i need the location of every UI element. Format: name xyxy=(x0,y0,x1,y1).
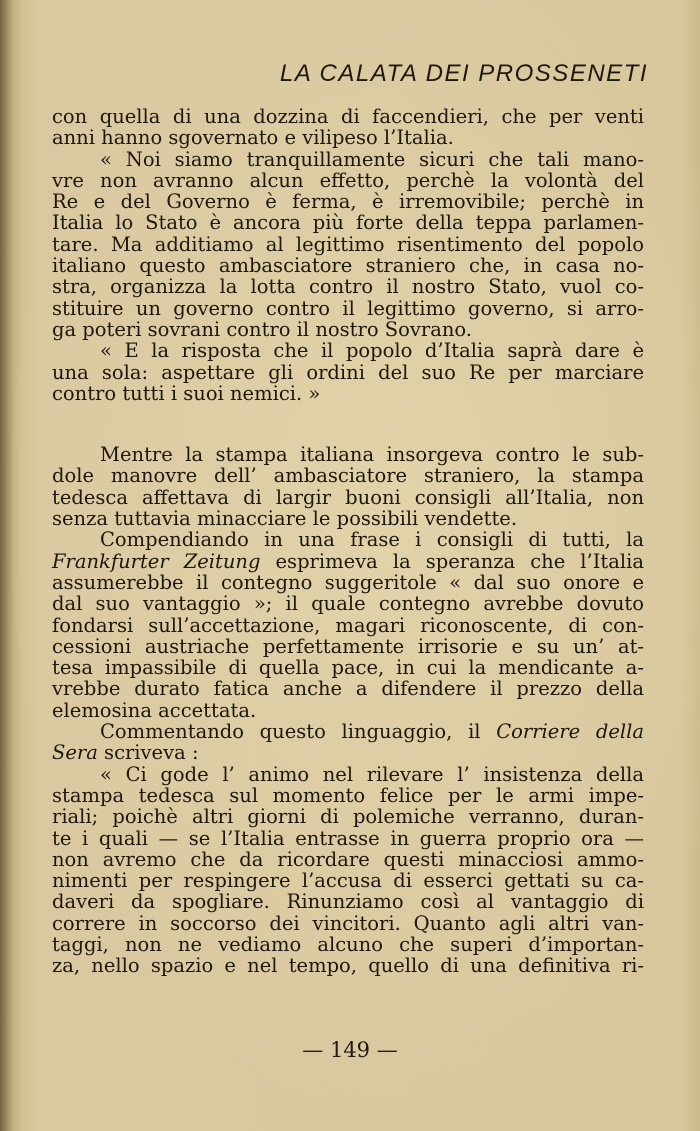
paragraph xyxy=(52,149,644,341)
text-line: assumerebbe il contegno suggeritole « dal suo onore e xyxy=(52,570,644,594)
italic-title: Frankfurter Zeitung xyxy=(52,549,261,573)
text-line: tesa impassibile di quella pace, in cui la mendicante a- xyxy=(52,656,644,680)
text-line: stituire un governo contro il legittimo governo, si arro- xyxy=(52,296,644,320)
text-line xyxy=(52,551,644,572)
text-line: con quella di una dozzina di faccendieri, che per venti xyxy=(52,105,644,128)
paragraph xyxy=(52,106,644,149)
text-line: non avremo che da ricordare questi minacciosi ammo- xyxy=(52,847,644,871)
text-line: taggi, non ne vediamo alcuno che superi d’importan- xyxy=(52,932,644,956)
text-line: Italia lo Stato è ancora più forte della teppa parlamen- xyxy=(52,211,644,235)
text-line: « Noi siamo tranquillamente sicuri che tali mano- xyxy=(100,147,644,171)
text-line: Compendiando in una frase i consigli di tutti, la xyxy=(100,528,644,552)
paragraph xyxy=(52,529,644,721)
text-line: « Ci gode l’ animo nel rilevare l’ insistenza della xyxy=(100,762,644,786)
paragraph xyxy=(52,721,644,764)
text-line: correre in soccorso dei vincitori. Quanto agli altri van- xyxy=(52,911,644,935)
text-line: Mentre la stampa italiana insorgeva contro le sub- xyxy=(100,443,644,467)
text-line: elemosina accettata. xyxy=(52,698,257,722)
italic-title: Corriere della xyxy=(496,720,644,744)
text-run: Commentando questo linguaggio, il xyxy=(100,720,497,744)
text-line: Re e del Governo è ferma, è irremovibile; perchè in xyxy=(52,190,644,214)
text-line: nimenti per respingere l’accusa di esserci gettati su ca- xyxy=(52,869,644,893)
text-line: cessioni austriache perfettamente irrisorie e su un’ at- xyxy=(52,634,644,658)
text-line: tare. Ma additiamo al legittimo risentimento del popolo xyxy=(52,232,644,256)
text-run: esprimeva la speranza che l’Italia xyxy=(260,549,644,573)
page-number: — 149 — xyxy=(302,1038,398,1062)
text-line: ga poteri sovrani contro il nostro Sovrano. xyxy=(52,317,472,341)
text-line: contro tutti i suoi nemici. » xyxy=(52,381,321,405)
text-line: stampa tedesca sul momento felice per le armi impe- xyxy=(52,783,644,807)
text-line: italiano questo ambasciatore straniero che, in casa no- xyxy=(52,254,644,278)
text-line: riali; poichè altri giorni di polemiche verranno, duran- xyxy=(52,805,644,829)
paragraph xyxy=(52,764,644,977)
italic-title: Sera xyxy=(52,741,98,765)
paragraph xyxy=(52,340,644,404)
text-line: dal suo vantaggio »; il quale contegno avrebbe dovuto xyxy=(52,592,644,616)
text-line: vre non avranno alcun effetto, perchè la volontà del xyxy=(52,168,644,192)
text-line: za, nello spazio e nel tempo, quello di una definitiva ri- xyxy=(52,954,644,978)
running-header: LA CALATA DEI PROSSENETI xyxy=(279,60,648,87)
body-text xyxy=(52,106,644,977)
text-line: fondarsi sull’accettazione, magari riconoscente, di con- xyxy=(52,613,644,637)
text-line xyxy=(52,721,644,742)
text-line: daveri da spogliare. Rinunziamo così al vantaggio di xyxy=(52,890,644,914)
text-line: stra, organizza la lotta contro il nostro Stato, vuol co- xyxy=(52,275,644,299)
text-line xyxy=(52,742,644,763)
text-line: tedesca affettava di largir buoni consigli all’Italia, non xyxy=(52,485,644,509)
text-line: dole manovre dell’ ambasciatore straniero, la stampa xyxy=(52,464,644,488)
text-line: una sola: aspettare gli ordini del suo Re per marciare xyxy=(52,360,644,384)
text-line: anni hanno sgovernato e vilipeso l’Italia. xyxy=(52,126,454,150)
text-run: scriveva : xyxy=(97,741,199,765)
binding-shadow xyxy=(0,0,14,1131)
text-line: « E la risposta che il popolo d’Italia saprà dare è xyxy=(100,339,644,363)
text-line: senza tuttavia minacciare le possibili vendette. xyxy=(52,507,518,531)
section-break xyxy=(52,404,644,444)
text-line: vrebbe durato fatica anche a difendere il prezzo della xyxy=(52,677,644,701)
paragraph xyxy=(52,444,644,529)
text-line: te i quali — se l’Italia entrasse in guerra proprio ora — xyxy=(52,826,644,850)
